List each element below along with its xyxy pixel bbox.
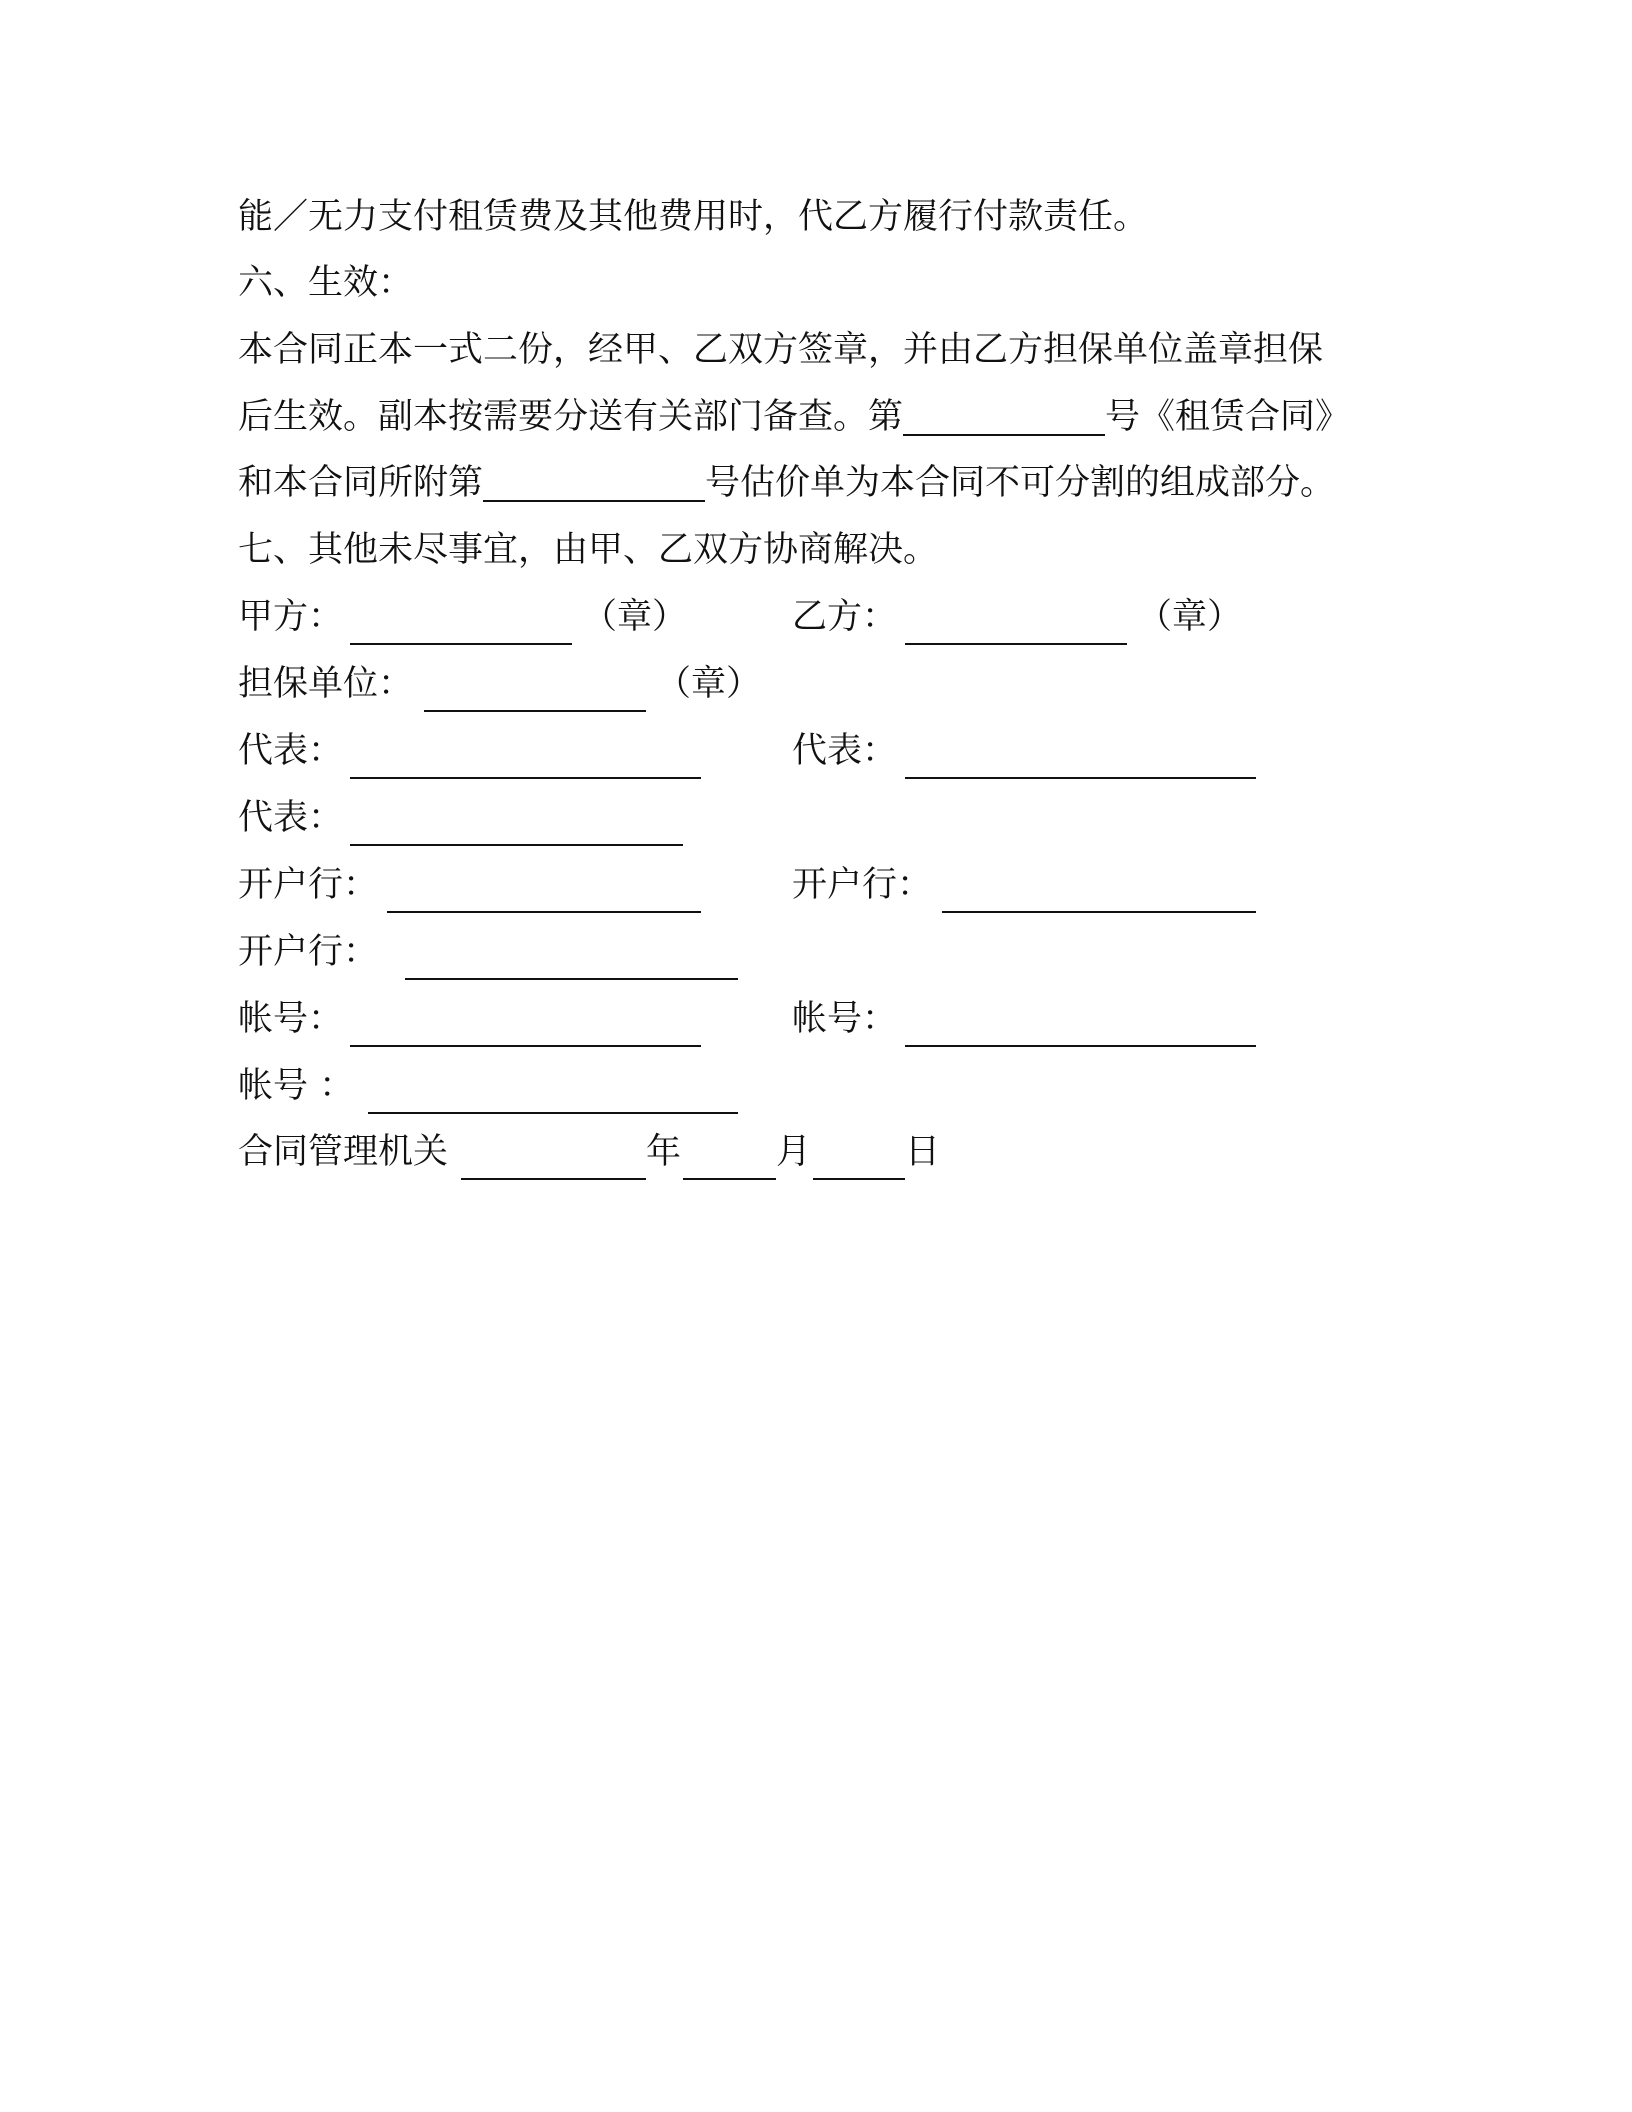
party-a-blank[interactable] <box>350 643 572 645</box>
party-a-label: 甲方： <box>238 597 344 637</box>
bank-g-blank[interactable] <box>405 978 738 980</box>
bank-a-label: 开户行： <box>238 865 379 905</box>
clause-text-line: 能／无力支付租赁费及其他费用时，代乙方履行付款责任。 <box>238 197 1149 237</box>
acct-g-label: 帐号 ： <box>238 1066 355 1106</box>
month-label: 月 <box>776 1132 812 1172</box>
section-heading-effectiveness: 六、生效： <box>238 263 414 303</box>
estimate-number-blank[interactable] <box>483 460 705 502</box>
party-a-seal: （章） <box>582 597 688 637</box>
clause-text-line <box>238 393 1350 441</box>
rep-b-blank[interactable] <box>905 777 1256 779</box>
bank-b-blank[interactable] <box>942 911 1256 913</box>
day-value-blank[interactable] <box>813 1178 905 1180</box>
month-value-blank[interactable] <box>683 1178 776 1180</box>
rep-a-blank[interactable] <box>350 777 701 779</box>
rep-g-label: 代表： <box>238 798 344 838</box>
party-b-blank[interactable] <box>905 643 1127 645</box>
authority-blank[interactable] <box>461 1178 646 1180</box>
acct-b-label: 帐号： <box>792 999 898 1039</box>
acct-a-blank[interactable] <box>350 1045 701 1047</box>
clause-text-segment: 号《租赁合同》 <box>1105 397 1351 437</box>
rep-a-label: 代表： <box>238 731 344 771</box>
clause-text-segment: 和本合同所附第 <box>238 463 484 503</box>
bank-b-label: 开户行： <box>792 865 933 905</box>
acct-b-blank[interactable] <box>905 1045 1256 1047</box>
party-b-seal: （章） <box>1137 597 1243 637</box>
year-label: 年 <box>646 1132 682 1172</box>
section-heading-other: 七、其他未尽事宜，由甲、乙双方协商解决。 <box>238 530 939 570</box>
contract-number-blank[interactable] <box>903 394 1105 436</box>
rep-g-blank[interactable] <box>350 844 683 846</box>
clause-text-segment: 号估价单为本合同不可分割的组成部分。 <box>705 463 1336 503</box>
guarantor-blank[interactable] <box>424 710 646 712</box>
authority-label: 合同管理机关 <box>238 1132 449 1172</box>
acct-a-label: 帐号： <box>238 999 344 1039</box>
clause-text-segment: 后生效。副本按需要分送有关部门备查。第 <box>238 397 904 437</box>
clause-text-line <box>238 459 1335 507</box>
guarantor-seal: （章） <box>656 664 762 704</box>
guarantor-label: 担保单位： <box>238 664 414 704</box>
bank-a-blank[interactable] <box>387 911 701 913</box>
rep-b-label: 代表： <box>792 731 898 771</box>
bank-g-label: 开户行： <box>238 932 379 972</box>
acct-g-blank[interactable] <box>368 1112 738 1114</box>
day-label: 日 <box>905 1132 941 1172</box>
party-b-label: 乙方： <box>792 597 898 637</box>
clause-text-line: 本合同正本一式二份，经甲、乙双方签章，并由乙方担保单位盖章担保 <box>238 330 1324 370</box>
